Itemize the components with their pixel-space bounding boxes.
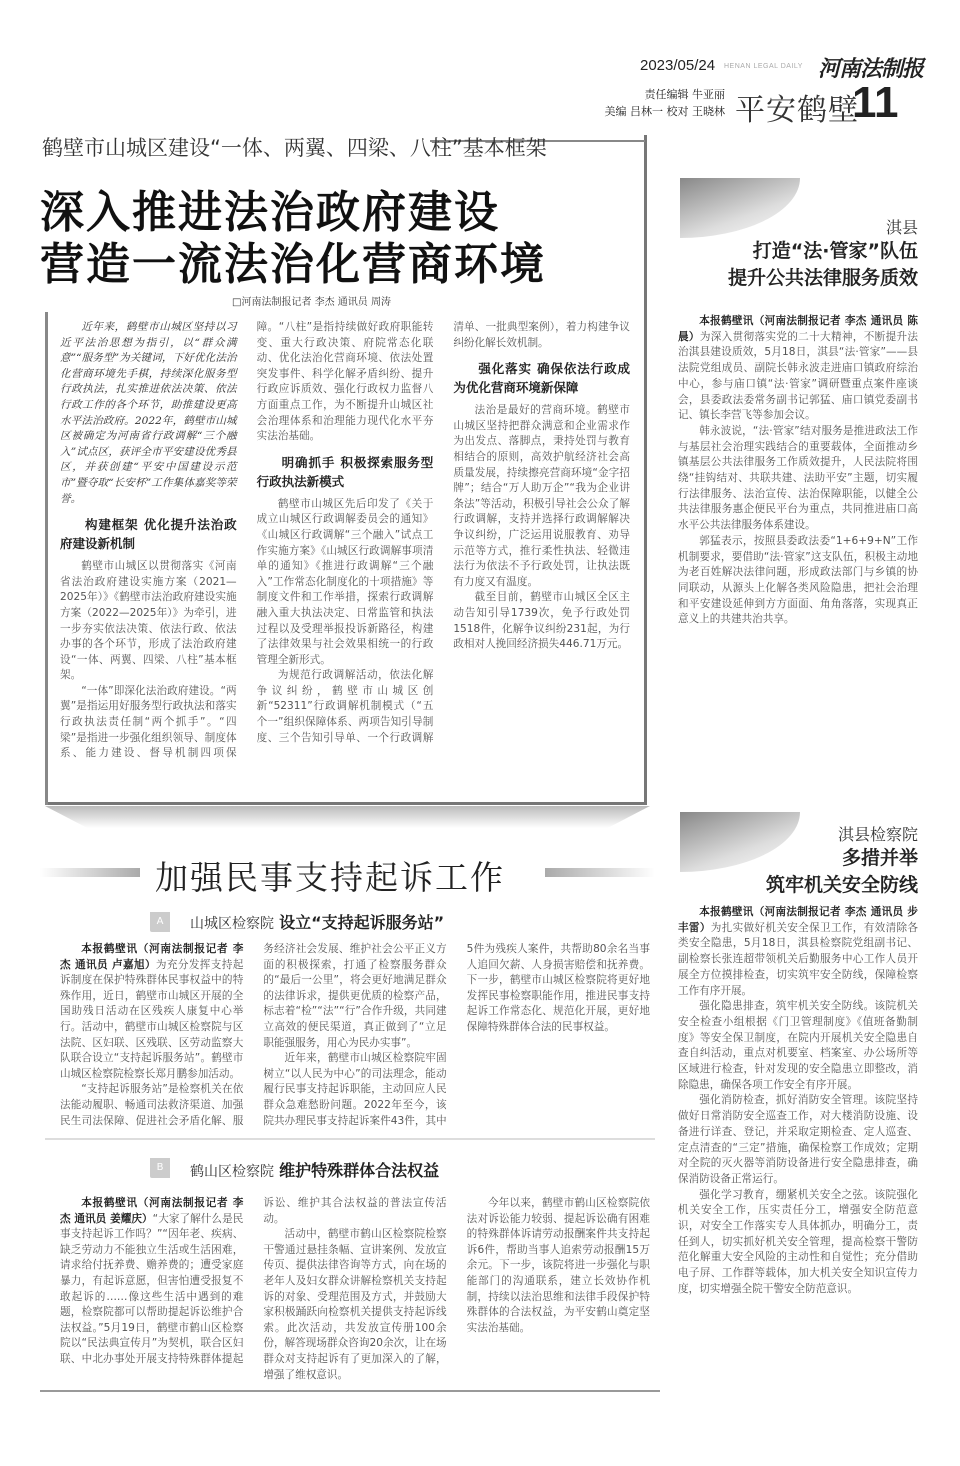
headline-text: 设立“支持起诉服务站” (279, 913, 445, 932)
main-byline: □河南法制报记者 李杰 通讯员 周涛 (232, 297, 391, 308)
side-article-2 (678, 822, 918, 1298)
dateline: 本报鹤壁讯（河南法制报记者 李杰 通讯员 步丰雷） (678, 906, 918, 934)
subarticle-a-headline (190, 910, 444, 933)
paragraph: 活动中，鹤壁市鹤山区检察院检察干警通过悬挂条幅、宣讲案例、发放宣传页、提供法律咨询等方式，向在场的老年人及妇女群众讲解检察机关支持起诉的对象、受理范围及方式，并鼓励大家积极踊跃向检察机关提供支持起诉线索。此次活动，共发放宣传册100余份，解答现场群众咨询20余次，让在场群众对支持起诉有了更加深入的了解，增强了维权意识。 (263, 1228, 447, 1381)
paragraph: 今年以来，鹤壁市鹤山区检察院依法对诉讼能力较弱、提起诉讼确有困难的特殊群体诉请劳动报酬案件共支持起诉6件，帮助当事人追索劳动报酬15万余元。下一步，该院将进一步强化与职能部门的沟通联系，建立长效协作机制，持续以法治思维和法律手段保护特殊群体的合法权益，为平安鹤山奠定坚实法治基础。 (466, 1197, 650, 1334)
subarticle-b-body (60, 1196, 650, 1386)
issue-date: 2023/05/24 (640, 57, 716, 74)
subheading: 构建框架 优化提升法治政府建设新机制 (60, 517, 237, 552)
editor-credit: 责任编辑 牛亚丽 (644, 88, 725, 101)
side-kicker: 淇县 (885, 218, 918, 237)
paragraph: 为充分发挥支持起诉制度在保护特殊群体民事权益中的特殊作用，近日，鹤壁市山城区开展的全国助残日活动在区残疾人康复中心举行。活动中，鹤壁市山城区检察院与区法院、区妇联、区残联、区劳动监察大队联合设立“支持起诉服务站”。鹤壁市山城区检察院检察长郑月鹏参加活动。 (60, 958, 244, 1080)
paragraph: 鹤壁市山城区先后印发了《关于成立山城区行政调解委员会的通知》《山城区行政调解“三个融入”试点工作实施方案》《山城区行政调解事项清单的通知》《推进行政调解“三个融入”工作常态化制度化的十项措施》等制度文件和工作举措，探索行政调解融入重大执法决定、日常监管和执法过程以及受理举报投诉新路径，构建了法律效果与社会效果相统一的行政管理全新形式。 (256, 497, 434, 666)
title-bar-left (40, 868, 140, 877)
badge-b: B (150, 1158, 170, 1178)
dateline: 本报鹤壁讯（河南法制报记者 李杰 通讯员 陈晨） (678, 315, 918, 343)
main-headline-line1: 深入推进法治政府建设 (40, 187, 500, 238)
side-article-1 (678, 215, 918, 628)
paper-english-name: HENAN LEGAL DAILY (724, 63, 803, 70)
paragraph: 郭猛表示，按照县委政法委“1+6+9+N”工作机制要求，要借助“法·管家”这支队伍，积极主动地为老百姓解决法律问题，形成政法部门与乡镇的协同联动，从源头上化解各类风险隐患，把社会治理和平安建设延伸到方方面面、角角落落，实现真正意义上的共建共治共享。 (678, 534, 918, 626)
paragraph: “一体”即深化法治政府建设。“两翼”是指运用好服务型行政执法和落实行政执法责任制“两个抓手”。“四梁”是指进一步强化组织领导、制度体系、能力建设、督导机制四项保障。“八柱”是指持续做好政府职能转变、重大行政决策、府院常态化联动、优化法治化营商环境、依法处置突发事件、科学化解矛盾纠纷、提升行政应诉质效、强化行政权力监督八方面重点工作，为不断提升山城区社会治理体系和治理能力现代化水平夯实法治基础。 (60, 321, 434, 760)
main-article-body (60, 320, 630, 776)
subarticle-b-headline (190, 1158, 439, 1181)
dateline: 本报鹤壁讯（河南法制报记者 李杰 通讯员 卢嘉旭） (60, 943, 244, 971)
subarticle-a-body (60, 942, 650, 1132)
side-headline-line2: 筑牢机关安全防线 (765, 874, 918, 896)
paragraph: 近年来，鹤壁市山城区检察院牢固树立“以人民为中心”的司法理念，能动履行民事支持起诉职能，主动回应人民群众急难愁盼问题。2022年至今，该院共办理民事支持起诉案件43件，其中5件为残疾人案件，共帮助80余名当事人追回欠薪、人身损害赔偿和抚养费。下一步，鹤壁市山城区检察院将更好地发挥民事检察职能作用，推进民事支持起诉工作常态化、规范化开展，更好地保障特殊群体合法的民事权益。 (263, 943, 650, 1127)
side-kicker: 淇县检察院 (837, 825, 918, 844)
paragraph: 为规范行政调解活动，依法化解争议纠纷，鹤壁市山城区创新“52311”行政调解机制模式（“五个一”组织保障体系、两项告知引导制度、三个告知引导单、一个行政调解清单、一批典型案例），着力构建争议纠纷化解长效机制。 (256, 321, 630, 744)
org-name: 鹤山区检察院 (190, 1164, 274, 1180)
title-bar-right (545, 868, 655, 877)
divider (40, 1390, 660, 1392)
section-title: 加强民事支持起诉工作 (155, 858, 505, 897)
lead-paragraph: 近年来，鹤壁市山城区坚持以习近平法治思想为指引，以“群众满意”“服务型”为关键词，下好优化法治化营商环境先手棋，持续深化服务型行政执法，扎实推进依法决策、依法行政工作的各个环节，助推建设更高水平法治政府。2022年，鹤壁市山城区被确定为河南省行政调解“三个融入”试点区，获评全市平安建设优秀县区，并获创建“平安中国建设示范市”暨夺取“长安杯”工作集体嘉奖等荣誉。 (60, 321, 237, 505)
side-headline-line1: 多措并举 (841, 847, 918, 869)
paragraph: 鹤壁市山城区以贯彻落实《河南省法治政府建设实施方案（2021—2025年）》《鹤壁市法治政府建设实施方案（2022—2025年）》为牵引，进一步夯实依法决策、依法行政、依法办事的各个环节，形成了法治政府建设“一体、两翼、四梁、八柱”基本框架。 (60, 560, 237, 682)
page-number: 11 (852, 78, 899, 127)
badge-a: A (150, 912, 170, 932)
side-headline-line1: 打造“法·管家”队伍 (752, 240, 918, 262)
section-name: 平安鹤壁 (735, 93, 859, 128)
paragraph: “支持起诉服务站”是检察机关在依法能动履职、畅通司法救济渠道、加强民生司法保障、促进社会矛盾化解、服务经济社会发展、维护社会公平正义方面的积极探索，打通了检察服务群众的“最后一公里”，将会更好地满足群众的法律诉求，提供更优质的检察产品，标志着“检”“法”“行”合作升级，共同建立高效的便民渠道，真正做到了“立足职能强服务，用心为民办实事”。 (60, 943, 447, 1127)
subheading: 强化落实 确保依法行政成为优化营商环境新保障 (453, 361, 630, 396)
design-credit: 美编 吕林一 校对 王晓林 (604, 105, 725, 118)
main-kicker: 鹤壁市山城区建设“一体、两翼、四梁、八柱”基本框架 (42, 136, 547, 160)
side-headline-line2: 提升公共法律服务质效 (727, 267, 918, 289)
paragraph: 韩永波说，“法·管家”结对服务是推进政法工作与基层社会治理实践结合的重要载体，全面推动乡镇基层公共法律服务工作质效提升，人民法院将围绕“挂钩结对、共联共建、法助平安”主题，切实履行法律服务、法治宣传、法治保障职能，以健全公共法律服务惠企便民平台为重点，共同推进庙口高水平公共法律服务体系建设。 (678, 424, 918, 532)
frame-shadow (45, 806, 650, 828)
frame-divider (45, 312, 48, 805)
main-headline-line2: 营造一流法治化营商环境 (40, 239, 546, 290)
paragraph: 为扎实做好机关安全保卫工作，有效清除各类安全隐患，5月18日，淇县检察院党组副书记、副检察长张连超带领机关后勤服务中心工作人员开展全方位摸排检查，切实筑牢安全防线，保障检察工作有序开展。 (678, 921, 919, 997)
paragraph: 强化隐患排查，筑牢机关安全防线。该院机关安全检查小组根据《门卫管理制度》《值班备勤制度》等安全保卫制度，在院内开展机关安全隐患自查自纠活动，重点对机要室、档案室、办公场所等区域进行检查，针对发现的安全隐患立即整改，消除隐患，确保各项工作安全有序开展。 (678, 1000, 918, 1091)
org-name: 山城区检察院 (190, 916, 274, 932)
paragraph: 强化消防检查，抓好消防安全管理。该院坚持做好日常消防安全巡查工作，对大楼消防设施、设备进行详查、登记，并采取定期检查、定人巡查、定点清查的“三定”措施，确保检察工作成效；定期对全院的灭火器等消防设备进行安全隐患排查，确保消防设备正常运行。 (678, 1094, 918, 1185)
headline-text: 维护特殊群体合法权益 (279, 1161, 440, 1180)
paragraph: 截至目前，鹤壁市山城区全区主动告知引导1739次，免予行政处罚1518件，化解争议纠纷231起，为行政相对人挽回经济损失446.71万元。 (453, 591, 630, 651)
subheading: 明确抓手 积极探索服务型行政执法新模式 (256, 454, 434, 489)
divider (45, 1138, 655, 1140)
paragraph: 法治是最好的营商环境。鹤壁市山城区坚持把群众满意和企业需求作为出发点、落脚点，秉持处罚与教育相结合的原则，高效护航经济社会高质量发展，持续擦亮营商环境“金字招牌”；结合“万人助万企”“我为企业讲条法”等活动，积极引导社会公众了解行政调解，支持并选择行政调解解决争议纠纷，广泛运用说服教育、劝导示范等方式，推行柔性执法、轻微违法行为依法不予行政处罚，让执法既有力度又有温度。 (453, 404, 630, 588)
paragraph: 强化学习教育，绷紧机关安全之弦。该院强化机关安全工作，压实责任分工，增强安全防范意识，对安全工作落实专人具体抓办，明确分工，责任到人，切实抓好机关安全管理，提高检察干警防范化解重大安全风险的主动性和自觉性；充分借助电子屏、工作群等载体，加大机关安全知识宣传力度，切实增强全院干警安全防范意识。 (678, 1188, 918, 1295)
dateline: 本报鹤壁讯（河南法制报记者 李杰 通讯员 姜耀庆） (60, 1197, 244, 1225)
paper-logo: 河南法制报 (818, 56, 924, 82)
paragraph: 为深入贯彻落实党的二十大精神，不断提升法治淇县建设质效，5月18日，淇县“法·管家”——县法院党组成员、副院长韩永波走进庙口镇政府综治中心，参与庙口镇“法·管家”调研暨重点案件座谈会，县委政法委常务副书记郭猛、庙口镇党委副书记、镇长李营飞等参加会议。 (678, 330, 919, 422)
paragraph: “大家了解什么是民事支持起诉工作吗？”“因年老、疾病、缺乏劳动力不能独立生活或生活困难，请求给付抚养费、赡养费的；遭受家庭暴力，有起诉意愿，但害怕遭受报复不敢起诉的……像这些生活中遇到的难题，检察院都可以帮助提起诉讼维护合法权益。”5月19日，鹤壁市鹤山区检察院以“民法典宣传月”为契机，联合区妇联、中北办事处开展支持特殊群体提起诉讼、维护其合法权益的普法宣传活动。 (60, 1197, 447, 1365)
